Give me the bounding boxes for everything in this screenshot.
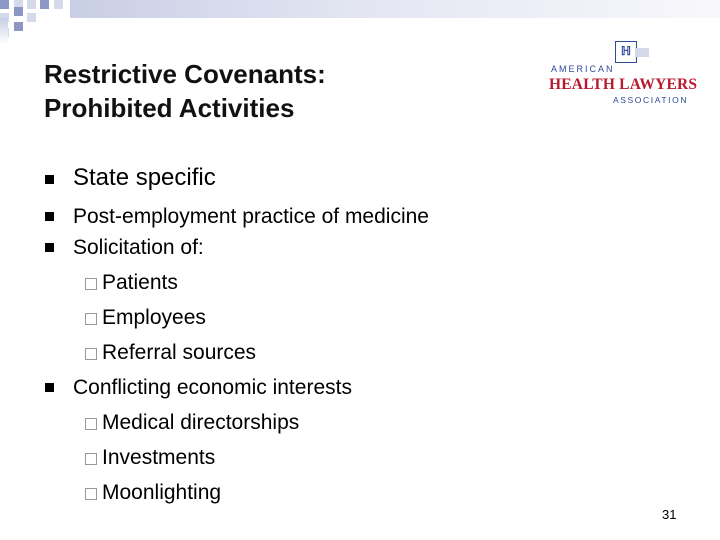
top-gradient-bar — [70, 0, 720, 18]
seal-icon: ℍ — [615, 41, 637, 63]
sub-item-referral-sources — [85, 340, 256, 365]
seal-tail-decoration — [635, 48, 649, 57]
sub-item-patients — [85, 270, 178, 295]
decor-square — [14, 7, 23, 16]
sub-item-label: Employees — [102, 306, 206, 329]
sub-item-label: Investments — [102, 446, 216, 469]
checkbox-outline-icon — [85, 488, 97, 500]
logo-line-american: AMERICAN — [551, 64, 615, 74]
decor-square — [40, 0, 49, 9]
left-gradient-bar — [0, 18, 8, 44]
bullet-square-icon — [45, 212, 54, 221]
sub-item-medical-directorships — [85, 410, 299, 435]
bullet-state-specific: State specific — [73, 164, 216, 191]
decor-square — [14, 22, 23, 31]
slide-title-line1: Restrictive Covenants: — [44, 59, 326, 89]
sub-item-employees — [85, 305, 206, 330]
slide-title-line2: Prohibited Activities — [44, 93, 295, 123]
bullet-square-icon — [45, 383, 54, 392]
bullet-square-icon — [45, 175, 54, 184]
checkbox-outline-icon — [85, 313, 97, 325]
slide-title — [44, 57, 326, 125]
bullet-square-icon — [45, 243, 54, 252]
decor-square — [54, 0, 63, 9]
page-number: 31 — [662, 507, 677, 522]
bullet-post-employment: Post-employment practice of medicine — [73, 205, 429, 228]
sub-item-moonlighting — [85, 480, 221, 505]
checkbox-outline-icon — [85, 453, 97, 465]
logo-line-association: ASSOCIATION — [613, 95, 689, 105]
decor-square — [27, 13, 36, 22]
checkbox-outline-icon — [85, 418, 97, 430]
checkbox-outline-icon — [85, 278, 97, 290]
decor-square — [27, 0, 36, 9]
logo-line-health-lawyers: HEALTH LAWYERS — [549, 76, 698, 93]
checkbox-outline-icon — [85, 348, 97, 360]
bullet-solicitation: Solicitation of: — [73, 236, 204, 259]
sub-item-investments — [85, 445, 215, 470]
sub-item-label: Referral sources — [102, 341, 257, 364]
sub-item-label: Patients — [102, 271, 178, 294]
sub-item-label: Moonlighting — [102, 481, 222, 504]
ahla-logo — [549, 41, 698, 105]
bullet-conflicting-interests: Conflicting economic interests — [73, 376, 352, 399]
decor-square — [0, 0, 9, 9]
sub-item-label: Medical directorships — [102, 411, 300, 434]
